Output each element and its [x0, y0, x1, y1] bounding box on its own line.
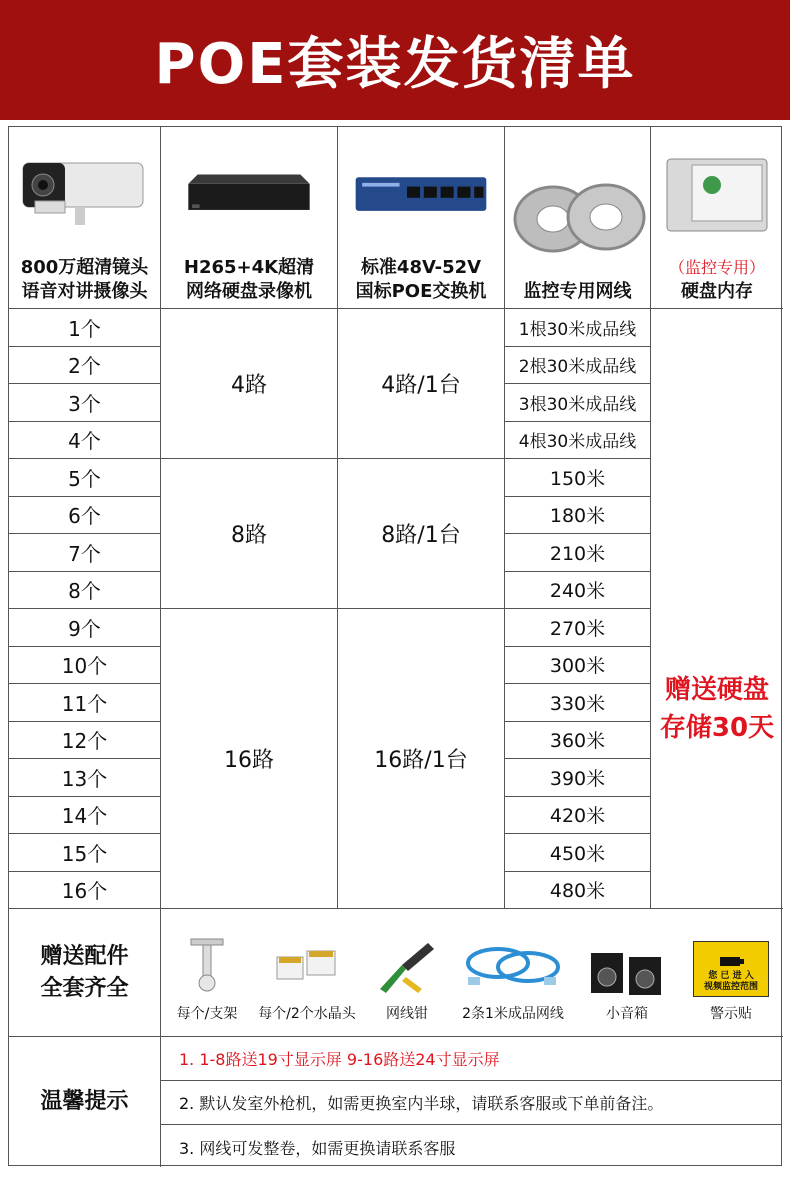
camera-count-cell: 7个: [9, 534, 161, 572]
tip-line-2: 2. 默认发室外枪机，如需更换室内半球，请联系客服或下单前备注。: [161, 1081, 782, 1125]
accessory-rj45: [249, 909, 365, 1037]
accessory-patch-cable: [449, 909, 577, 1037]
hdd-gift-line2: 存储30天: [659, 712, 775, 743]
camera-count-cell: 12个: [9, 722, 161, 760]
product-camera-line1: 800万超清镜头: [20, 257, 149, 278]
cable-length-cell: 180米: [505, 497, 651, 535]
accessory-patch-cable-label: 2条1米成品网线: [462, 1006, 564, 1022]
cable-length-cell: 240米: [505, 572, 651, 610]
hdd-gift: [651, 309, 783, 909]
product-cable: [505, 127, 651, 309]
tips-title-cell: [9, 1037, 161, 1167]
camera-icon: [15, 140, 155, 250]
accessory-bracket: [165, 909, 249, 1037]
product-hdd-line1: （监控专用）: [668, 258, 765, 277]
product-switch-line1: 标准48V-52V: [360, 257, 482, 278]
nvr-icon: [179, 140, 319, 250]
cable-length-cell: 480米: [505, 872, 651, 910]
cable-length-cell: 270米: [505, 609, 651, 647]
bracket-icon: [187, 937, 227, 997]
tip-line-1: 1. 1-8路送19寸显示屏 9-16路送24寸显示屏: [161, 1037, 782, 1081]
product-hdd: [651, 127, 783, 309]
camera-count-cell: 2个: [9, 347, 161, 385]
product-nvr-line1: H265+4K超清: [183, 257, 315, 278]
switch-group-4: 4路/1台: [338, 309, 505, 459]
camera-count-cell: 11个: [9, 684, 161, 722]
accessory-speaker-label: 小音箱: [606, 1006, 648, 1022]
camera-count-cell: 4个: [9, 422, 161, 460]
cable-length-cell: 1根30米成品线: [505, 309, 651, 347]
camera-count-cell: 9个: [9, 609, 161, 647]
product-cable-line2: 监控专用网线: [523, 281, 632, 302]
camera-count-cell: 15个: [9, 834, 161, 872]
rj45-connector-icon: [267, 937, 347, 997]
switch-icon: [351, 140, 491, 250]
cable-length-cell: 150米: [505, 459, 651, 497]
patch-cable-icon: [458, 937, 568, 997]
nvr-group-16: 16路: [161, 609, 338, 909]
cable-roll-icon: [508, 164, 648, 274]
speaker-icon: [587, 947, 667, 997]
hard-disk-icon: [647, 140, 787, 250]
accessories-list: [161, 909, 783, 1037]
product-switch: [338, 127, 505, 309]
camera-count-cell: 5个: [9, 459, 161, 497]
switch-group-8: 8路/1台: [338, 459, 505, 609]
accessories-title-line2: 全套齐全: [40, 975, 129, 1001]
tips-title: 温馨提示: [40, 1089, 129, 1114]
accessory-crimper: [365, 909, 449, 1037]
product-nvr: [161, 127, 338, 309]
sticker-text-line1: 您 已 进 入: [708, 971, 754, 981]
switch-group-16: 16路/1台: [338, 609, 505, 909]
cable-length-cell: 3根30米成品线: [505, 384, 651, 422]
cable-length-cell: 300米: [505, 647, 651, 685]
cable-length-cell: 420米: [505, 797, 651, 835]
crimping-tool-icon: [372, 937, 442, 997]
product-switch-line2: 国标POE交换机: [355, 281, 487, 302]
sticker-text-line2: 视频监控范围: [703, 982, 758, 992]
product-camera: [9, 127, 161, 309]
tips-lines: [161, 1037, 783, 1167]
cable-length-cell: 360米: [505, 722, 651, 760]
cable-length-cell: 4根30米成品线: [505, 422, 651, 460]
tip-line-3: 3. 网线可发整卷，如需更换请联系客服: [179, 1138, 456, 1158]
accessories-title-line1: 赠送配件: [40, 943, 129, 969]
camera-count-cell: 3个: [9, 384, 161, 422]
accessories-title: [9, 909, 161, 1037]
shipping-list-table: [8, 126, 782, 1166]
cable-length-cell: 210米: [505, 534, 651, 572]
cable-length-cell: 330米: [505, 684, 651, 722]
cable-length-cell: 390米: [505, 759, 651, 797]
warning-sticker-icon: [693, 941, 769, 997]
hdd-gift-line1: 赠送硬盘: [664, 674, 769, 705]
nvr-group-8: 8路: [161, 459, 338, 609]
accessory-rj45-label: 每个/2个水晶头: [258, 1006, 356, 1022]
camera-count-cell: 14个: [9, 797, 161, 835]
accessory-speaker: [577, 909, 677, 1037]
camera-count-cell: 6个: [9, 497, 161, 535]
camera-count-cell: 13个: [9, 759, 161, 797]
product-camera-line2: 语音对讲摄像头: [21, 281, 148, 302]
cable-length-cell: 2根30米成品线: [505, 347, 651, 385]
accessory-sticker: [681, 909, 781, 1037]
cable-length-cell: 450米: [505, 834, 651, 872]
page-title: POE套装发货清单: [154, 32, 636, 97]
nvr-group-4: 4路: [161, 309, 338, 459]
accessory-sticker-label: 警示贴: [710, 1006, 752, 1022]
accessory-bracket-label: 每个/支架: [176, 1006, 238, 1022]
camera-count-cell: 16个: [9, 872, 161, 910]
camera-count-cell: 1个: [9, 309, 161, 347]
product-hdd-line2: 硬盘内存: [681, 281, 753, 302]
page-header: [0, 0, 790, 120]
accessory-crimper-label: 网线钳: [386, 1006, 428, 1022]
product-nvr-line2: 网络硬盘录像机: [186, 281, 312, 302]
camera-count-cell: 10个: [9, 647, 161, 685]
camera-count-cell: 8个: [9, 572, 161, 610]
